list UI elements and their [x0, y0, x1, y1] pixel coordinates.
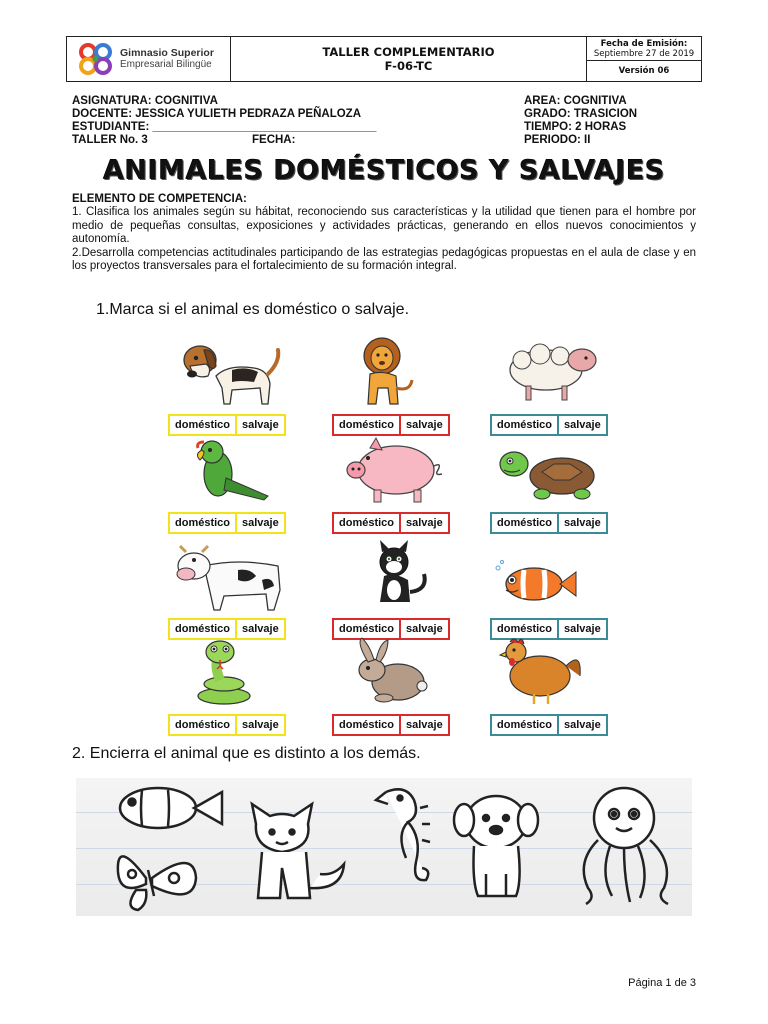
rabbit-icon — [332, 636, 464, 708]
dog-icon[interactable] — [454, 796, 538, 896]
option-domestic[interactable]: doméstico — [175, 517, 231, 529]
school-logo — [67, 37, 231, 81]
animal-card-cat — [332, 540, 464, 640]
option-wild[interactable]: salvaje — [235, 620, 284, 638]
option-group — [332, 414, 450, 436]
date-field[interactable]: FECHA: — [252, 134, 296, 146]
emission-date: Septiembre 27 de 2019 — [593, 48, 695, 59]
option-domestic[interactable]: doméstico — [175, 623, 231, 635]
animal-card-turtle — [490, 434, 622, 534]
pig-icon — [332, 434, 464, 506]
competence-heading: ELEMENTO DE COMPETENCIA: — [72, 193, 247, 205]
school-logo-icon — [77, 41, 115, 77]
fish-icon[interactable] — [120, 788, 222, 828]
cat-icon — [332, 540, 464, 612]
animal-card-parrot — [168, 434, 300, 534]
turtle-icon — [490, 434, 622, 506]
option-group — [490, 714, 608, 736]
option-domestic[interactable]: doméstico — [339, 623, 395, 635]
logo-line1: Gimnasio Superior — [120, 47, 214, 59]
document-header — [66, 36, 702, 82]
teacher: DOCENTE: JESSICA YULIETH PEDRAZA PEÑALOZA — [72, 108, 362, 120]
clownfish-icon — [490, 540, 622, 612]
grade: GRADO: TRASICION — [524, 108, 638, 120]
option-group — [490, 414, 608, 436]
area: AREA: COGNITIVA — [524, 95, 627, 107]
animal-card-lion — [332, 336, 464, 436]
option-wild[interactable]: salvaje — [399, 514, 448, 532]
snake-icon — [168, 636, 300, 708]
dog-icon — [168, 336, 300, 408]
animal-card-sheep — [490, 336, 622, 436]
option-group — [168, 512, 286, 534]
option-group — [332, 512, 450, 534]
info-left — [72, 95, 376, 147]
question-1: 1.Marca si el animal es doméstico o salvaje. — [96, 301, 410, 318]
option-domestic[interactable]: doméstico — [339, 419, 395, 431]
cat-icon[interactable] — [252, 804, 344, 898]
competence-text — [72, 206, 696, 274]
hen-icon — [490, 636, 622, 708]
animal-card-rabbit — [332, 636, 464, 736]
cow-icon — [168, 540, 300, 612]
logo-line2: Empresarial Bilingüe — [120, 59, 212, 70]
option-wild[interactable]: salvaje — [399, 416, 448, 434]
seahorse-icon[interactable] — [376, 789, 430, 880]
butterfly-icon[interactable] — [118, 856, 196, 910]
option-group — [332, 714, 450, 736]
octopus-icon[interactable] — [584, 788, 668, 904]
parrot-icon — [168, 434, 300, 506]
animal-card-cow — [168, 540, 300, 640]
header-title: TALLER COMPLEMENTARIO — [322, 45, 495, 59]
option-wild[interactable]: salvaje — [399, 716, 448, 734]
option-wild[interactable]: salvaje — [399, 620, 448, 638]
option-wild[interactable]: salvaje — [235, 514, 284, 532]
option-domestic[interactable]: doméstico — [497, 623, 553, 635]
page-title: ANIMALES DOMÉSTICOS Y SALVAJES — [103, 155, 665, 186]
option-domestic[interactable]: doméstico — [175, 419, 231, 431]
taller-number: TALLER No. 3 — [72, 134, 148, 146]
animal-card-pig — [332, 434, 464, 534]
option-wild[interactable]: salvaje — [235, 716, 284, 734]
option-domestic[interactable]: doméstico — [497, 419, 553, 431]
header-code: F-06-TC — [384, 59, 433, 73]
sheep-icon — [490, 336, 622, 408]
option-wild[interactable]: salvaje — [557, 716, 606, 734]
option-domestic[interactable]: doméstico — [339, 517, 395, 529]
odd-one-out-strip — [76, 778, 692, 916]
option-wild[interactable]: salvaje — [557, 620, 606, 638]
option-wild[interactable]: salvaje — [557, 514, 606, 532]
option-group — [168, 414, 286, 436]
lion-icon — [332, 336, 464, 408]
competence-paragraph-1: 1. Clasifica los animales según su hábitat, reconociendo sus características y la utilidad que tienen para el hombre por medio de pequeñas consultas, exposiciones y actividades prácticas, generando en ellos nuevos conocimientos y autonomía. — [72, 206, 696, 245]
question-2: 2. Encierra el animal que es distinto a los demás. — [72, 745, 421, 762]
option-wild[interactable]: salvaje — [235, 416, 284, 434]
time: TIEMPO: 2 HORAS — [524, 121, 627, 133]
option-domestic[interactable]: doméstico — [497, 719, 553, 731]
student-field[interactable]: ESTUDIANTE: ___________________________________ — [72, 121, 377, 133]
animal-card-snake — [168, 636, 300, 736]
option-domestic[interactable]: doméstico — [497, 517, 553, 529]
version-label: Versión 06 — [618, 66, 670, 77]
animal-card-hen — [490, 636, 622, 736]
emission-label: Fecha de Emisión: — [600, 38, 688, 49]
option-group — [490, 512, 608, 534]
period: PERIODO: II — [524, 134, 591, 146]
animal-card-clownfish — [490, 540, 622, 640]
option-wild[interactable]: salvaje — [557, 416, 606, 434]
page-number: Página 1 de 3 — [628, 977, 696, 989]
info-right — [524, 95, 637, 147]
odd-one-out-drawings — [76, 778, 692, 916]
animal-card-dog — [168, 336, 300, 436]
option-domestic[interactable]: doméstico — [339, 719, 395, 731]
subject: ASIGNATURA: COGNITIVA — [72, 95, 218, 107]
competence-paragraph-2: 2.Desarrolla competencias actitudinales participando de las estrategias pedagógicas propuestas en el aula de clase y en los proyectos transversales para el fortalecimiento de su formación integral. — [72, 246, 696, 272]
option-group — [168, 714, 286, 736]
option-domestic[interactable]: doméstico — [175, 719, 231, 731]
